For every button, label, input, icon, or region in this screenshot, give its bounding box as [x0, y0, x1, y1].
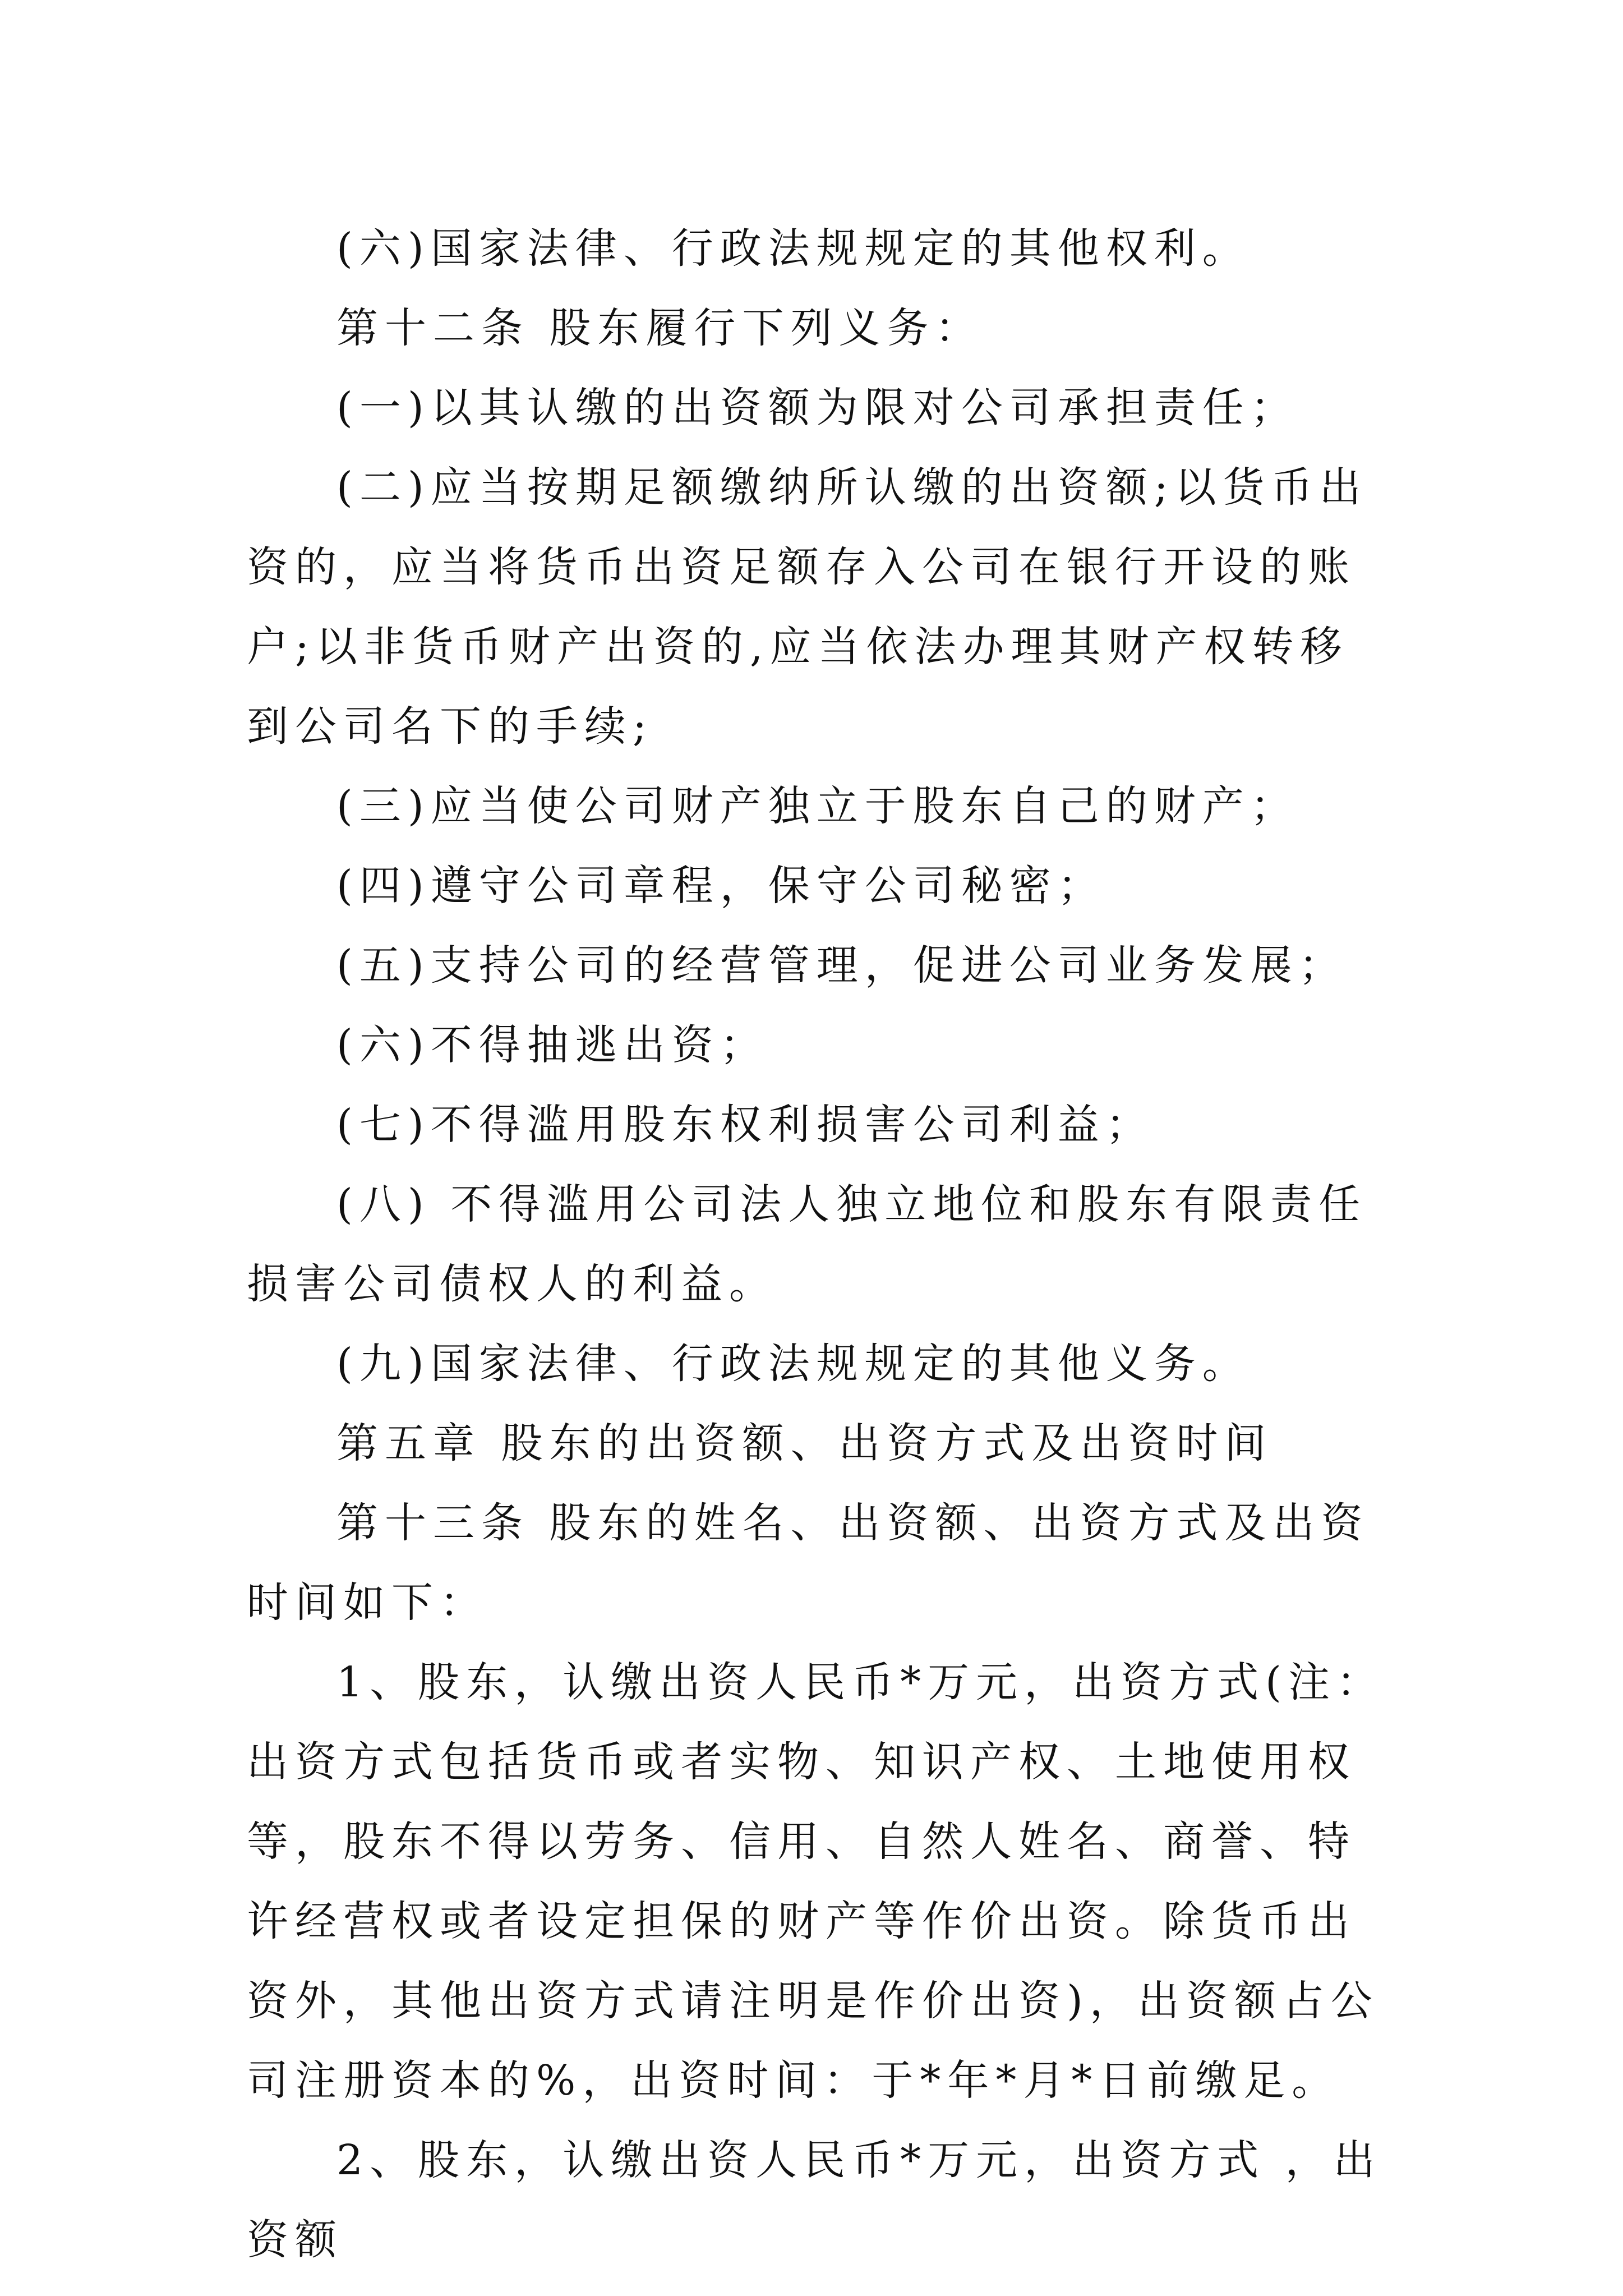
paragraph-rights-6: (六)国家法律、行政法规规定的其他权利。: [336, 224, 1251, 273]
duty-item-1: (一)以其认缴的出资额为限对公司承担责任；: [336, 384, 1299, 432]
shareholder-1-entry: 1、股东，认缴出资人民币*万元，出资方式(注：出资方式包括货币或者实物、知识产权、土地使用权等，股东不得以劳务、信用、自然人姓名、商誉、特许经营权或者设定担保的财产等作价出资。除货币出资外，其他出资方式请注明是作价出资)，出资额占公司注册资本的%，出资时间：于*年*月*日前缴足。: [247, 1658, 1385, 2105]
duty-item-3: (三)应当使公司财产独立于股东自己的财产；: [336, 782, 1299, 830]
article-13-heading: 第十三条 股东的姓名、出资额、出资方式及出资时间如下：: [247, 1499, 1370, 1627]
duty-item-5: (五)支持公司的经营管理，促进公司业务发展；: [336, 941, 1347, 990]
duty-item-7: (七)不得滥用股东权利损害公司利益；: [336, 1101, 1154, 1149]
duty-item-4: (四)遵守公司章程，保守公司秘密；: [336, 862, 1106, 910]
article-12-heading: 第十二条 股东履行下列义务：: [336, 304, 984, 352]
shareholder-2-entry: 2、股东，认缴出资人民币*万元，出资方式 ，出资额: [247, 2136, 1382, 2264]
duty-item-2: (二)应当按期足额缴纳所认缴的出资额;以货币出资的，应当将货币出资足额存入公司在银行开设的账户;以非货币财产出资的,应当依法办理其财产权转移到公司名下的手续;: [247, 463, 1368, 751]
duty-item-6: (六)不得抽逃出资；: [336, 1021, 768, 1069]
document-body: [247, 209, 1391, 2280]
duty-item-8: (八) 不得滥用公司法人独立地位和股东有限责任损害公司债权人的利益。: [247, 1180, 1367, 1308]
duty-item-9: (九)国家法律、行政法规规定的其他义务。: [336, 1340, 1251, 1388]
chapter-5-heading: 第五章 股东的出资额、出资方式及出资时间: [336, 1419, 1273, 1467]
